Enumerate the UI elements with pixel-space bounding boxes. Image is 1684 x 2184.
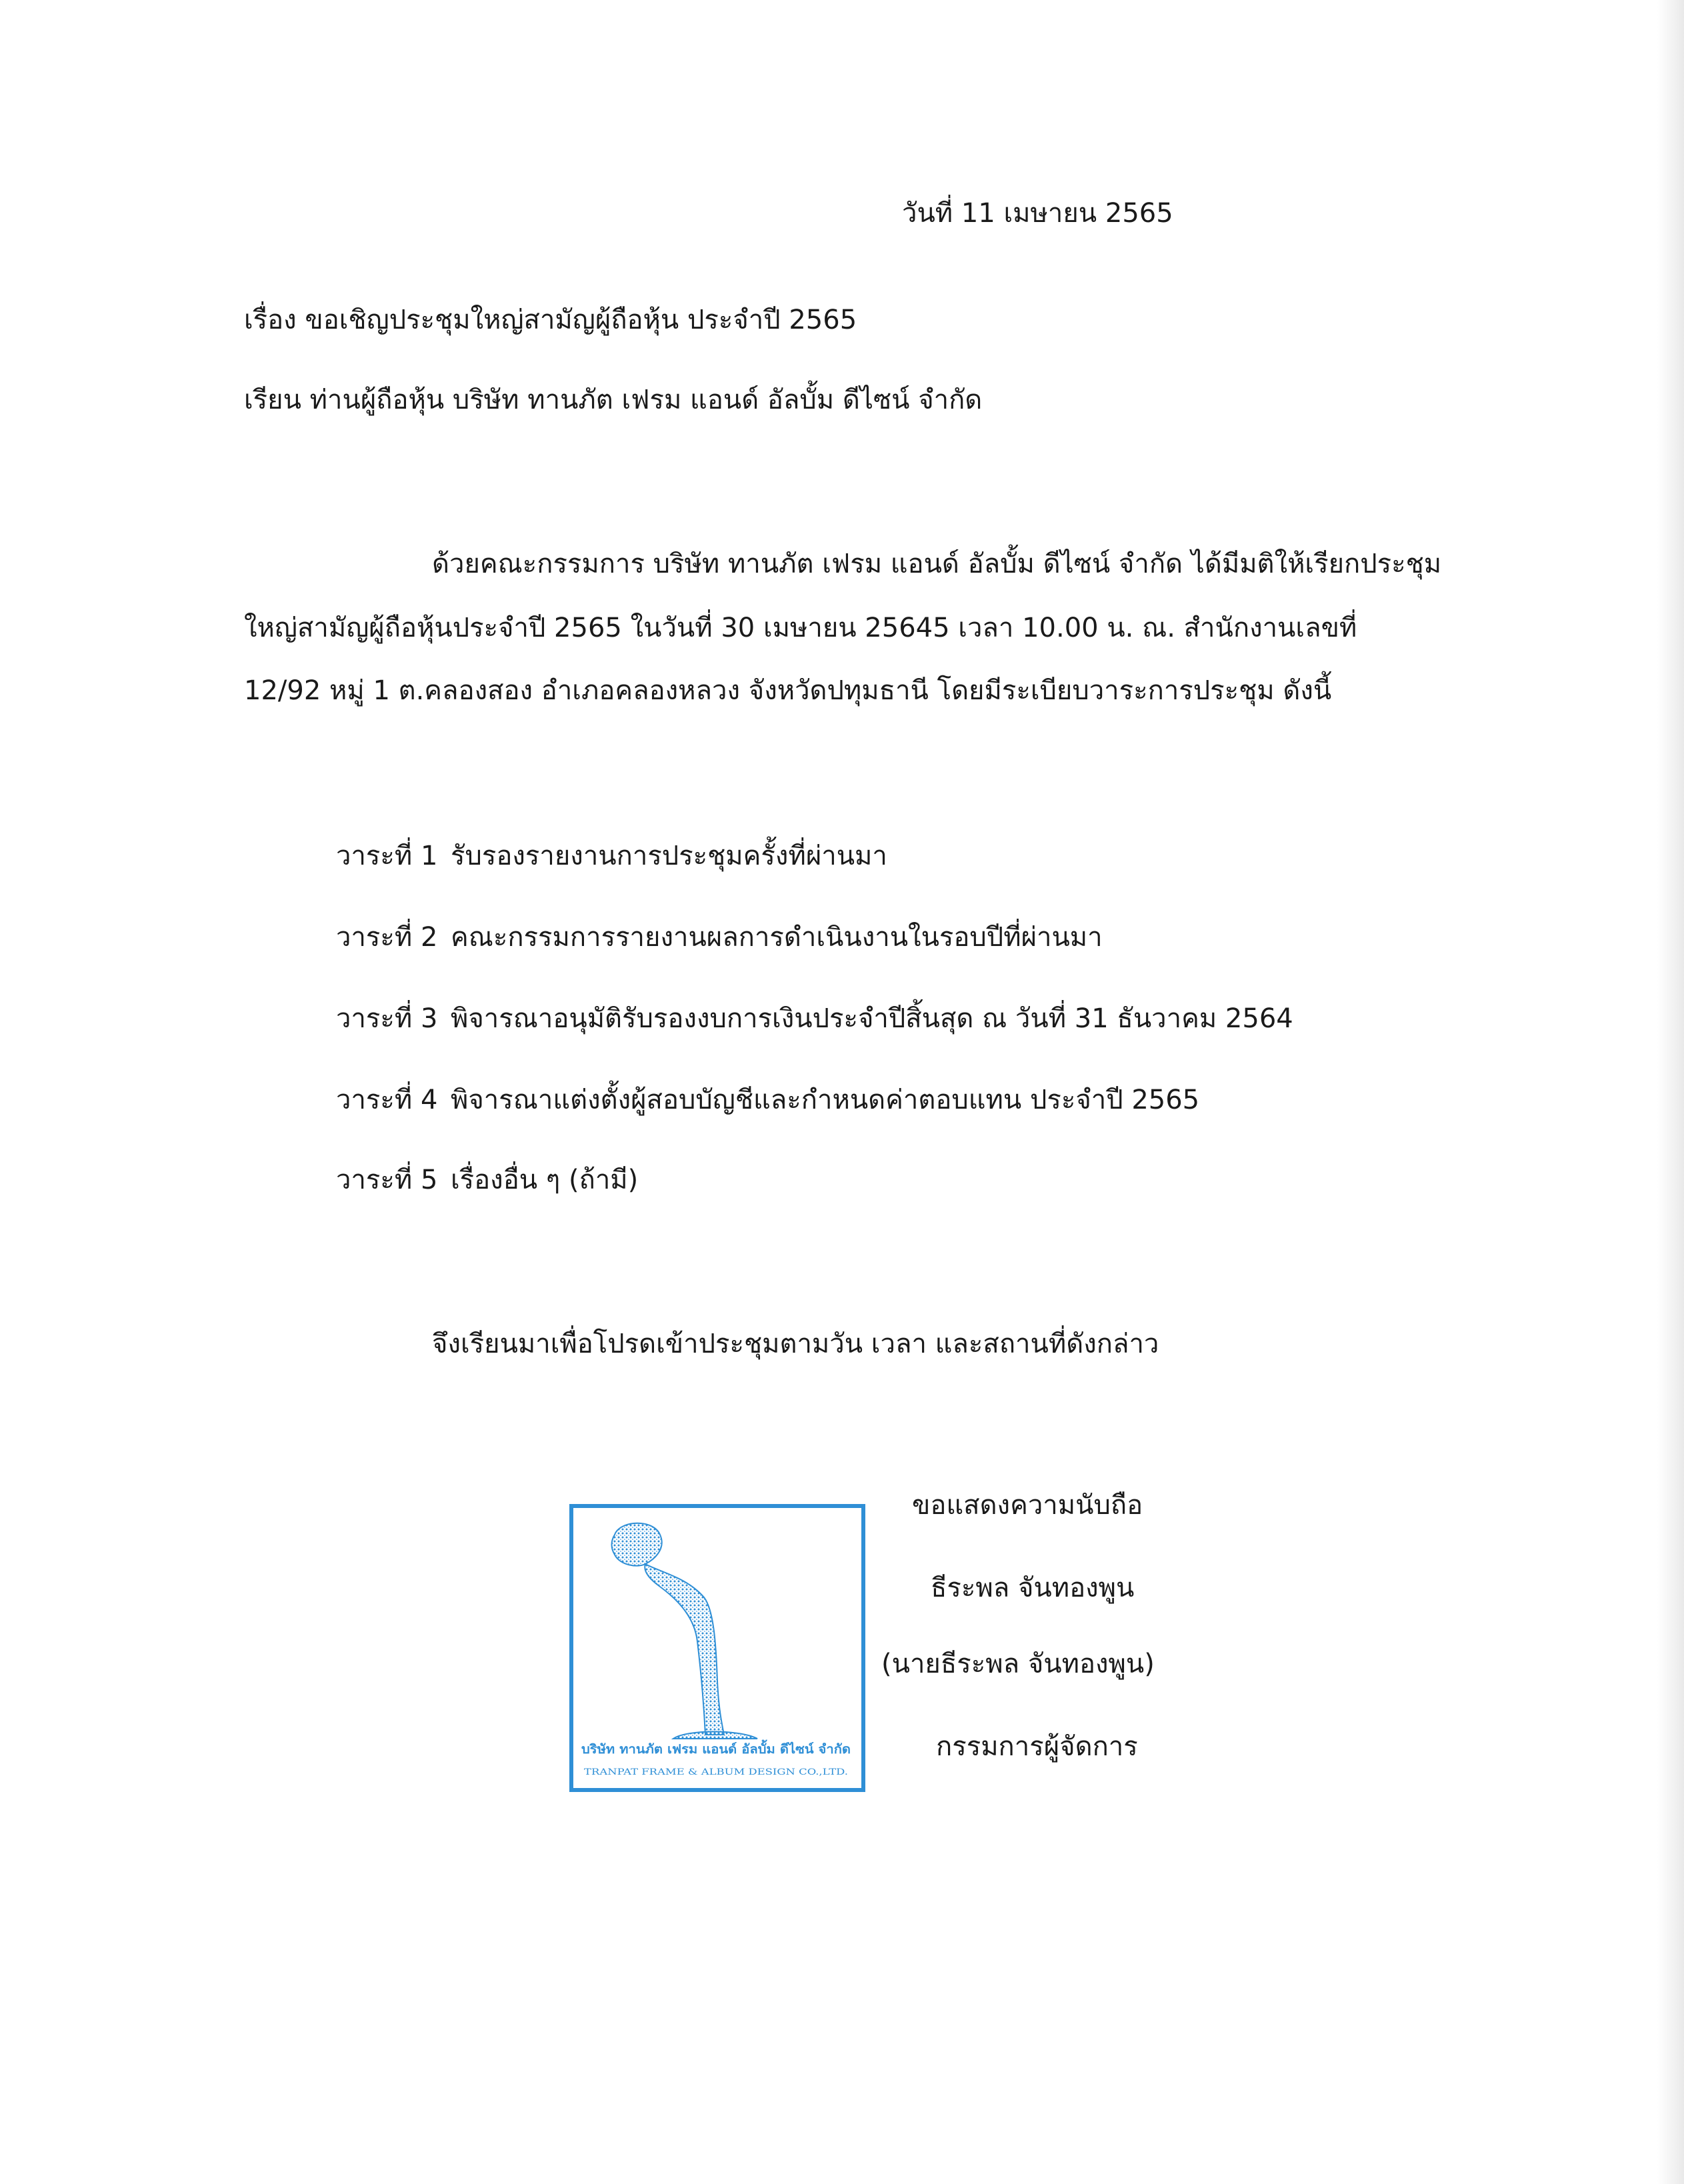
regards-text: ขอแสดงความนับถือ: [912, 1490, 1143, 1521]
agenda-item-label: วาระที่ 5: [336, 1165, 438, 1195]
agenda-item: [336, 920, 1103, 955]
scan-edge-shadow: [1657, 0, 1684, 2184]
agenda-item: [336, 1163, 638, 1197]
agenda-item-label: วาระที่ 1: [336, 841, 438, 871]
signature: ธีระพล จันทองพูน: [931, 1573, 1135, 1603]
agenda-item-text: เรื่องอื่น ๆ (ถ้ามี): [451, 1165, 639, 1195]
agenda-item-label: วาระที่ 4: [336, 1085, 438, 1115]
body-line: ด้วยคณะกรรมการ บริษัท ทานภัต เฟรม แอนด์ อัลบั้ม ดีไซน์ จำกัด ได้มีมติให้เรียกประชุม: [432, 549, 1442, 579]
agenda-item-text: คณะกรรมการรายงานผลการดำเนินงานในรอบปีที่ผ่านมา: [451, 922, 1103, 953]
body-line: 12/92 หมู่ 1 ต.คลองสอง อำเภอคลองหลวง จังหวัดปทุมธานี โดยมีระเบียบวาระการประชุม ดังนี้: [244, 675, 1332, 706]
seal-company-name-th: บริษัท ทานภัต เฟรม แอนด์ อัลบั้ม ดีไซน์ จำกัด: [581, 1742, 835, 1757]
agenda-item: [336, 1083, 1199, 1117]
seal-company-name-en: TRANPAT FRAME & ALBUM DESIGN CO.,LTD.: [584, 1767, 848, 1777]
body-line: ใหญ่สามัญผู้ถือหุ้นประจำปี 2565 ในวันที่ 30 เมษายน 25645 เวลา 10.00 น. ณ. สำนักงานเลขที่: [244, 613, 1357, 643]
agenda-item-label: วาระที่ 3: [336, 1003, 438, 1034]
agenda-item-text: รับรองรายงานการประชุมครั้งที่ผ่านมา: [451, 841, 887, 871]
letter-subject: เรื่อง ขอเชิญประชุมใหญ่สามัญผู้ถือหุ้น ประจำปี 2565: [244, 305, 857, 335]
agenda-item-text: พิจารณาแต่งตั้งผู้สอบบัญชีและกำหนดค่าตอบแทน ประจำปี 2565: [451, 1085, 1200, 1115]
signer-position: กรรมการผู้จัดการ: [936, 1731, 1138, 1762]
agenda-item: [336, 839, 887, 873]
seal-logo-icon: [573, 1508, 861, 1788]
company-seal-stamp: [569, 1504, 865, 1792]
closing-statement: จึงเรียนมาเพื่อโปรดเข้าประชุมตามวัน เวลา และสถานที่ดังกล่าว: [432, 1329, 1159, 1359]
letter-date: วันที่ 11 เมษายน 2565: [902, 198, 1173, 229]
signer-name: (นายธีระพล จันทองพูน): [881, 1649, 1155, 1679]
agenda-item: [336, 1001, 1293, 1036]
agenda-item-label: วาระที่ 2: [336, 922, 438, 953]
agenda-item-text: พิจารณาอนุมัติรับรองงบการเงินประจำปีสิ้นสุด ณ วันที่ 31 ธันวาคม 2564: [451, 1003, 1293, 1034]
letter-salutation: เรียน ท่านผู้ถือหุ้น บริษัท ทานภัต เฟรม แอนด์ อัลบั้ม ดีไซน์ จำกัด: [244, 385, 983, 415]
